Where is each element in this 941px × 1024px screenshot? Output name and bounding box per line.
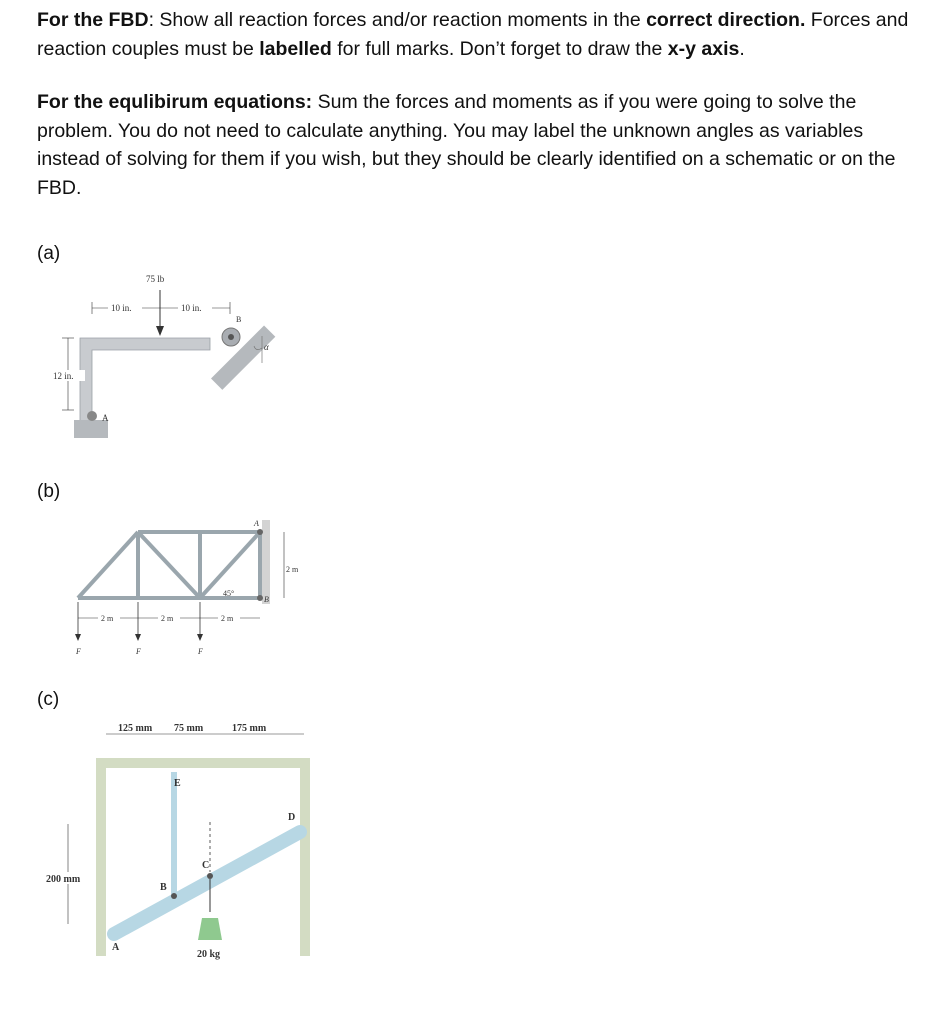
label-height: 12 in. xyxy=(53,371,74,381)
fbd-text-1: : Show all reaction forces and/or reaction moments in the xyxy=(148,9,647,31)
label-e: E xyxy=(174,778,181,789)
roller-pin xyxy=(228,334,234,340)
fbd-text-4: . xyxy=(739,37,745,60)
fbd-bold-2: labelled xyxy=(259,37,332,60)
pin-b xyxy=(171,893,177,899)
label-a-point: A xyxy=(254,519,259,528)
label-dim-2: 10 in. xyxy=(181,303,202,313)
load-arrowhead-3 xyxy=(197,634,203,641)
incline-surface xyxy=(211,325,275,389)
weight-20kg xyxy=(198,918,222,940)
wall xyxy=(262,520,270,604)
pin-a xyxy=(87,411,97,421)
load-arrowhead xyxy=(156,326,164,336)
load-arrows xyxy=(78,602,200,638)
label-height: 200 mm xyxy=(46,874,81,885)
figure-b xyxy=(40,510,320,670)
figure-a xyxy=(40,258,280,448)
label-d-point: D xyxy=(288,812,296,823)
fbd-text-2: Forces and reaction couples must be xyxy=(37,9,909,60)
label-b-point: B xyxy=(264,595,269,604)
label-a-point: A xyxy=(102,413,109,423)
roller-b xyxy=(257,595,263,601)
label-height: 2 m xyxy=(286,565,299,574)
part-a-label: (a) xyxy=(37,243,61,264)
pin-c xyxy=(207,873,213,879)
pin-a xyxy=(257,529,263,535)
label-angle: 45° xyxy=(223,589,235,598)
label-force-3: F xyxy=(198,647,203,656)
label-dim-1: 10 in. xyxy=(111,303,132,313)
label-force-1: F xyxy=(76,647,81,656)
label-alpha: α xyxy=(264,342,269,352)
figure-c xyxy=(40,712,330,974)
label-dim-2: 75 mm xyxy=(174,723,204,734)
part-c-label: (c) xyxy=(37,689,60,710)
equation-instructions xyxy=(37,88,917,202)
fbd-instructions xyxy=(37,6,917,63)
label-mass: 20 kg xyxy=(197,949,221,960)
load-arrowhead-1 xyxy=(75,634,81,641)
label-dim-1: 125 mm xyxy=(118,723,153,734)
load-arrowhead-2 xyxy=(135,634,141,641)
label-b-point: B xyxy=(160,882,167,893)
eq-text: Sum the forces and moments as if you were going to solve the problem. You do not need to calculate anything. You may label the unknown angles as variables instead of solving for them if you wish, but they should be clearly identified on a schematic or on the FBD. xyxy=(37,91,896,199)
label-a-point: A xyxy=(112,942,120,953)
fbd-text-3: for full marks. Don’t forget to draw the xyxy=(331,37,668,60)
bent-beam xyxy=(80,338,210,421)
part-b-label: (b) xyxy=(37,481,61,502)
label-span-1: 2 m xyxy=(101,614,114,623)
label-b-point: B xyxy=(236,315,242,324)
label-dim-3: 175 mm xyxy=(232,723,267,734)
label-c-point: C xyxy=(202,860,210,871)
fbd-bold-1: correct direction. xyxy=(646,9,806,31)
fbd-lead: For the FBD xyxy=(37,9,149,31)
label-span-3: 2 m xyxy=(221,614,234,623)
label-load: 75 lb xyxy=(146,274,165,284)
eq-lead: For the equlibirum equations: xyxy=(37,91,313,113)
label-force-2: F xyxy=(136,647,141,656)
label-span-2: 2 m xyxy=(161,614,174,623)
fbd-bold-3: x-y axis xyxy=(667,37,740,60)
